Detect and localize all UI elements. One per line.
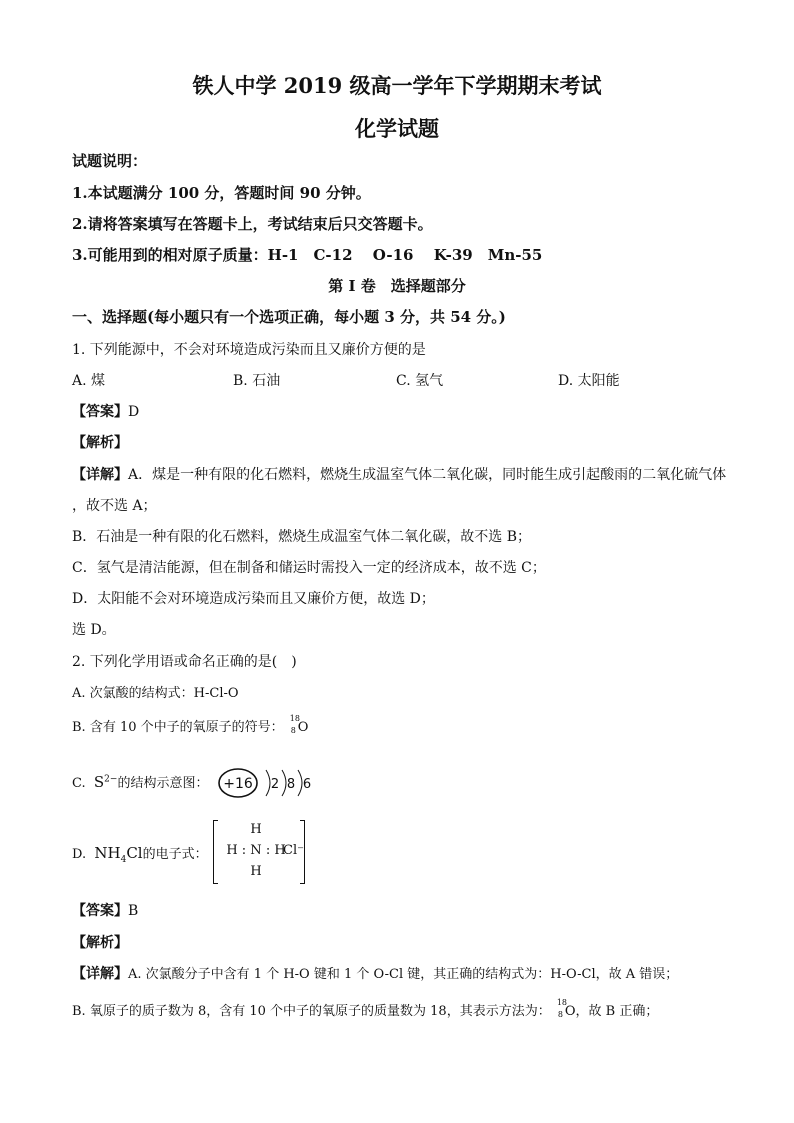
page-subtitle: 化学试题 [355, 116, 439, 141]
answer-value: B [128, 903, 139, 919]
shell-electrons: 2 [270, 777, 280, 792]
option-b: B. 含有 10 个中子的氧原子的符号： 18 8 O [72, 713, 309, 735]
detail-line: C．氢气是清洁能源，但在制备和储运时需投入一定的经济成本，故不选 C； [72, 560, 546, 576]
page-title: 铁人中学 2019 级高一学年下学期期末考试 [192, 73, 602, 98]
detail-line [72, 963, 678, 983]
shell-arc [266, 770, 270, 796]
question-stem: 1. 下列能源中，不会对环境造成污染而且又廉价方便的是 [72, 342, 426, 358]
analysis-tag: 【解析】 [72, 935, 128, 951]
detail-line: B．石油是一种有限的化石燃料，燃烧生成温室气体二氧化碳，故不选 B； [72, 529, 532, 545]
analysis-tag: 【解析】 [72, 435, 128, 451]
chloride-ion: Cl⁻ [283, 843, 304, 858]
shell-electrons: 8 [286, 777, 296, 792]
detail-line: ，故不选 A； [72, 498, 157, 514]
nuclide-symbol: 18 8 [556, 997, 568, 1019]
option-d: D. $NH_4Cl$的电子式： [72, 844, 208, 865]
instruction-line: 3.可能用到的相对原子质量：H-1 C-12 O-16 K-39 Mn-55 [72, 246, 543, 264]
shell-electrons: 6 [302, 777, 312, 792]
ion-charge: 2− [104, 774, 118, 785]
option-a: A. 次氯酸的结构式：H-Cl-O [72, 686, 239, 701]
instruction-line: 2.请将答案填写在答题卡上，考试结束后只交答题卡。 [72, 215, 433, 233]
detail-text: A．煤是一种有限的化石燃料，燃烧生成温室气体二氧化碳，同时能生成引起酸雨的二氧化硫气体 [128, 467, 727, 483]
detail-line [72, 464, 726, 484]
instruction-line: 1.本试题满分 100 分，答题时间 90 分钟。 [72, 184, 371, 202]
lewis-bottom: H [250, 864, 262, 879]
ion-symbol: S [93, 773, 105, 791]
detail-line: 选 D。 [72, 622, 116, 638]
option-b-text: B. 含有 10 个中子的氧原子的符号： [72, 720, 284, 735]
option-d: D. 太阳能 [558, 373, 620, 389]
detail-text: B. 氧原子的质子数为 8，含有 10 个中子的氧原子的质量数为 18，其表示方法为： [72, 1004, 551, 1019]
option-c: C. 氢气 [396, 373, 444, 389]
detail-line: B. 氧原子的质子数为 8，含有 10 个中子的氧原子的质量数为 18，其表示方法为： 18 8 O，故 B 正确； [72, 997, 659, 1019]
detail-line: D．太阳能不会对环境造成污染而且又廉价方便，故选 D； [72, 591, 435, 607]
nucleus-charge: +16 [223, 776, 253, 792]
shell-arc [282, 770, 286, 796]
formula: $NH_4Cl$ [94, 844, 143, 865]
answer-tag: 【答案】 [72, 903, 128, 919]
detail-tag: 【详解】 [72, 966, 128, 982]
answer-line [72, 401, 139, 421]
instructions-heading: 试题说明： [72, 152, 148, 170]
option-a: A. 煤 [72, 373, 106, 389]
detail-text: A. 次氯酸分子中含有 1 个 H-O 键和 1 个 O-Cl 键，其正确的结构式为：H-O-Cl，故 A 错误； [128, 967, 679, 982]
option-b: B. 石油 [233, 373, 281, 389]
answer-line [72, 900, 138, 920]
lewis-top: H [250, 822, 262, 837]
lewis-mid: H : N : H [226, 843, 286, 858]
nuclide-symbol: 18 8 [289, 713, 300, 735]
part-heading: 一、选择题(每小题只有一个选项正确，每小题 3 分，共 54 分。) [72, 308, 506, 326]
shell-arc [298, 770, 302, 796]
question-stem: 2. 下列化学用语或命名正确的是( ) [72, 654, 297, 670]
left-bracket [213, 820, 218, 884]
answer-value: D [128, 404, 140, 420]
sulfur-ion-structure-diagram [218, 762, 322, 804]
answer-tag: 【答案】 [72, 404, 128, 420]
volume-heading: 第 I 卷 选择题部分 [328, 277, 466, 295]
option-c: C. $S^{2-}$的结构示意图： [72, 773, 209, 791]
detail-tag: 【详解】 [72, 467, 128, 483]
